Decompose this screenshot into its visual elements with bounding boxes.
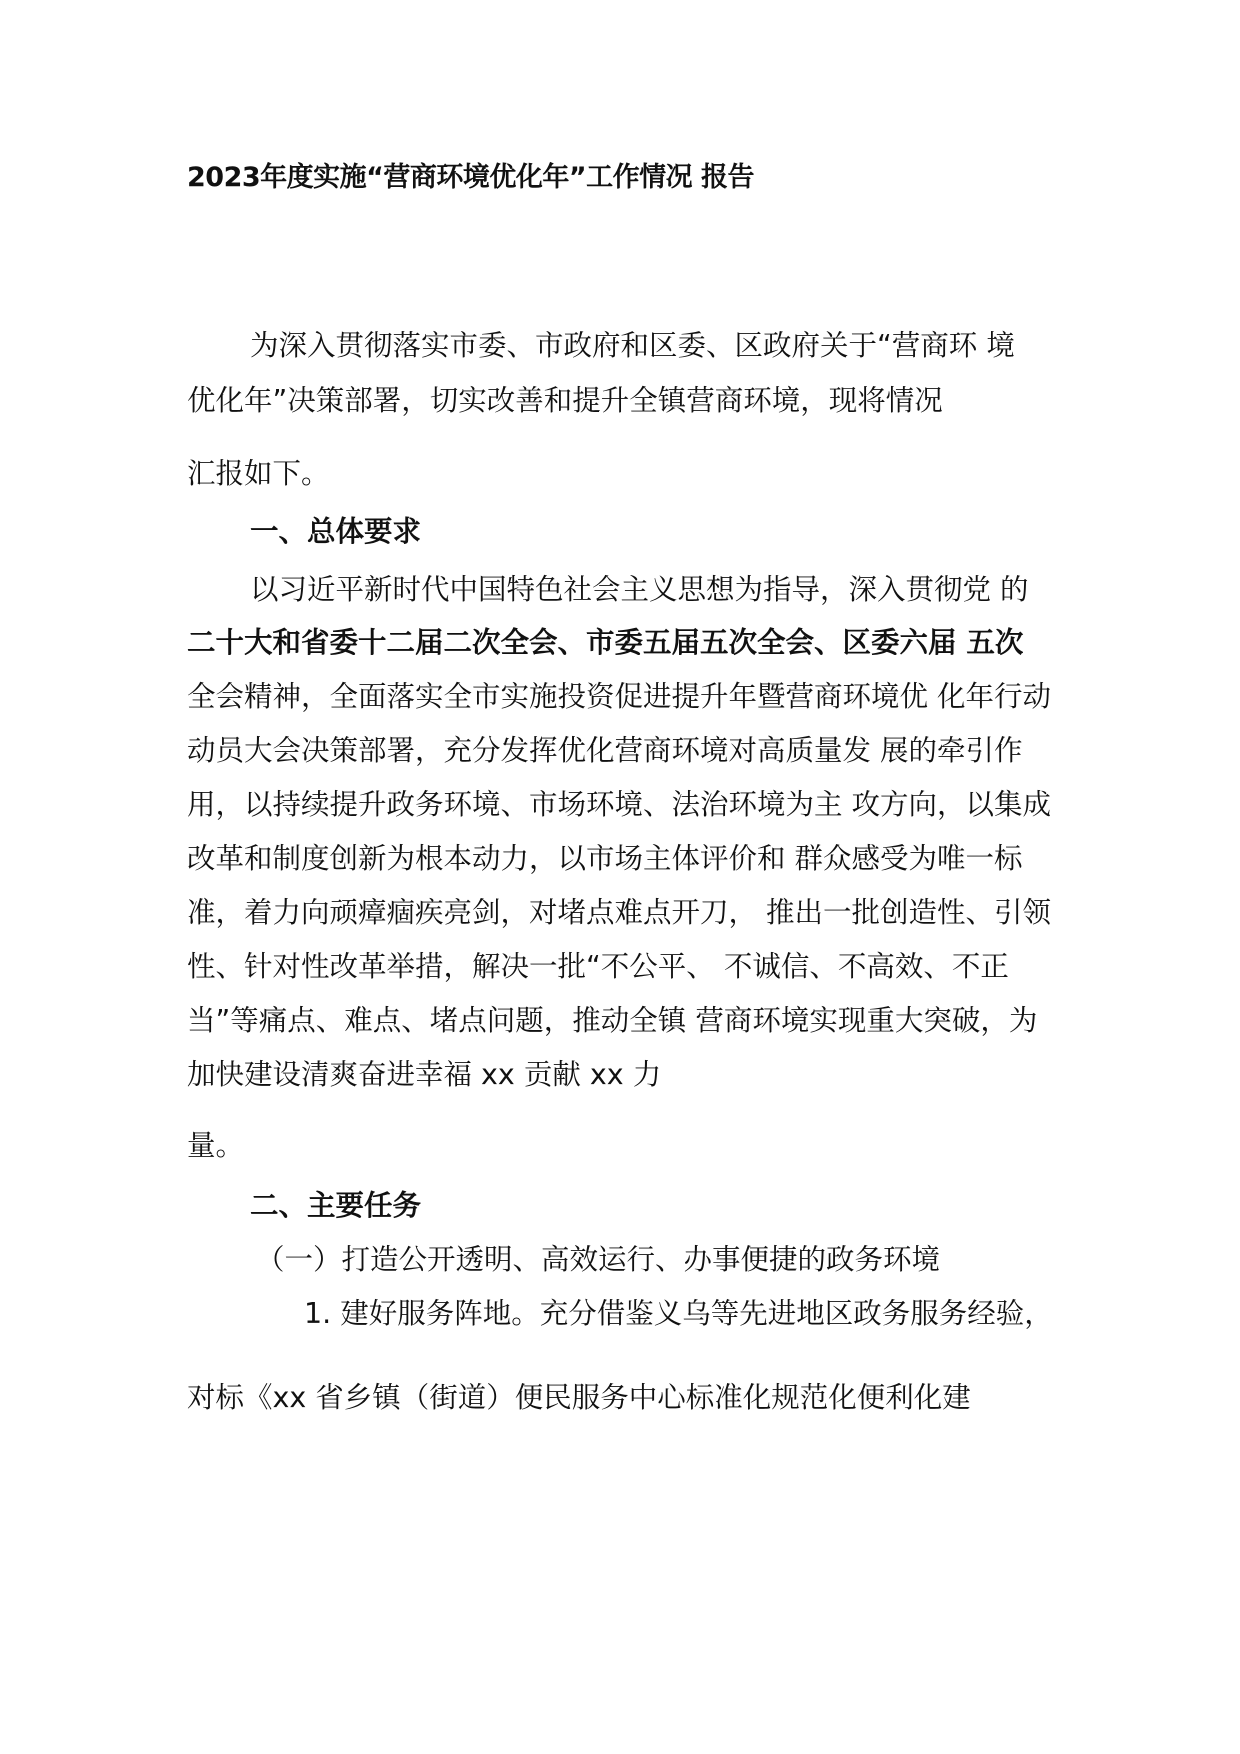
paragraph-line: 准，着力向顽瘴痼疾亮剑，对堵点难点开刀， 推出一批创造性、引领 (187, 896, 1052, 929)
paragraph-line: 动员大会决策部署，充分发挥优化营商环境对高质量发 展的牵引作 (187, 734, 1023, 767)
item-1-line-2: 对标《xx 省乡镇（街道）便民服务中心标准化规范化便利化建 (187, 1381, 971, 1414)
paragraph-line: 二十大和省委十二届二次全会、市委五届五次全会、区委六届 五次 (187, 626, 1024, 659)
section-1-heading: 一、总体要求 (250, 515, 422, 548)
paragraph-line: 以习近平新时代中国特色社会主义思想为指导，深入贯彻党 的 (250, 573, 1029, 606)
paragraph-line: 性、针对性改革举措，解决一批“不公平、 不诚信、不高效、不正 (187, 950, 1009, 983)
paragraph-line: 加快建设清爽奋进幸福 xx 贡献 xx 力 (187, 1058, 662, 1091)
intro-line-2: 优化年”决策部署，切实改善和提升全镇营商环境，现将情况 (187, 384, 943, 417)
paragraph-line: 用，以持续提升政务环境、市场环境、法治环境为主 攻方向，以集成 (187, 788, 1052, 821)
paragraph-line: 量。 (187, 1129, 245, 1162)
item-1-line-1: 1. 建好服务阵地。充分借鉴义乌等先进地区政务服务经验， (304, 1297, 1053, 1330)
document-title: 2023年度实施“营商环境优化年”工作情况 报告 (187, 162, 755, 193)
section-2-heading: 二、主要任务 (250, 1189, 422, 1222)
paragraph-line: 当”等痛点、难点、堵点问题，推动全镇 营商环境实现重大突破，为 (187, 1004, 1038, 1037)
intro-line-1: 为深入贯彻落实市委、市政府和区委、区政府关于“营商环 境 (250, 329, 1015, 362)
paragraph-line: 改革和制度创新为根本动力，以市场主体评价和 群众感受为唯一标 (187, 842, 1023, 875)
paragraph-line: 全会精神，全面落实全市实施投资促进提升年暨营商环境优 化年行动 (187, 680, 1052, 713)
subsection-1-heading: （一）打造公开透明、高效运行、办事便捷的政务环境 (256, 1243, 941, 1276)
intro-line-3: 汇报如下。 (187, 457, 330, 490)
